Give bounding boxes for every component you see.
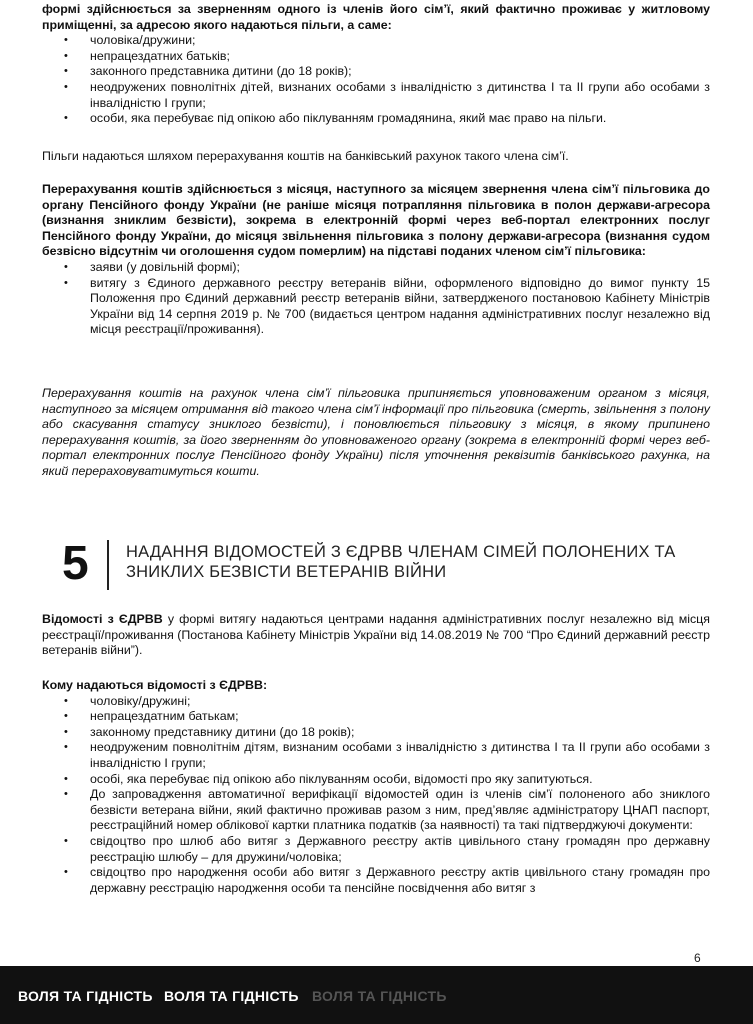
list-item: • неодруженим повнолітнім дітям, визнаним особами з інвалідністю з дитинства I та II групи або особами з інвалідністю I групи; <box>42 740 710 771</box>
recipients-list <box>42 694 710 897</box>
list-item: • заяви (у довільній формі); <box>42 260 710 276</box>
benefits-note <box>42 149 710 165</box>
list-item: • свідоцтво про народження особи або витяг з Державного реєстру актів цивільного стану громадян про державну реєстрацію народження особи та пенсійне посвідчення або витяг з <box>42 865 710 896</box>
footer-brand-text-faded: ВОЛЯ ТА ГІДНІСТЬ <box>312 988 447 1004</box>
list-item: • неодружених повнолітніх дітей, визнаних особами з інвалідністю з дитинства I та II групи або особами з інвалідністю I групи; <box>42 80 710 111</box>
transfer-intro: Перерахування коштів здійснюється з місяця, наступного за місяцем звернення члена сім’ї пільговика до органу Пенсійного фонду України (не раніше місяця потрапляння пільговика в полон держави-агресора (визнання зниклим безвісти), зокрема в електронній формі через веб-портал електронних послуг Пенсійного фонду України, до місяця звільнення пільговика з полону держави-агресора (визнання судом безвісно відсутнім чи оголошення судом померлим) на підставі поданих членом сім’ї пільговика: <box>42 182 710 259</box>
list-item: • непрацездатних батьків; <box>42 49 710 65</box>
eligible-list <box>42 33 710 127</box>
list-item: • особи, яка перебуває під опікою або піклуванням громадянина, який має право на пільги. <box>42 111 710 127</box>
termination-block <box>42 386 710 480</box>
list-item: • особі, яка перебуває під опікою або піклуванням особи, відомості про яку запитуються. <box>42 772 710 788</box>
list-item: • До запровадження автоматичної верифікації відомостей один із членів сім’ї полоненого або зниклого безвісти ветерана війни, який фактично проживав разом з ним, пред’являє адміністратору ЦНАП паспорт, реєстраційний номер облікової картки платника податків (за наявності) та такі підтверджуючі документи: <box>42 787 710 834</box>
section-title: НАДАННЯ ВІДОМОСТЕЙ З ЄДРВВ ЧЛЕНАМ СІМЕЙ ПОЛОНЕНИХ ТА ЗНИКЛИХ БЕЗВІСТИ ВЕТЕРАНІВ ВІЙНИ <box>126 543 676 581</box>
edrvv-lead: Відомості з ЄДРВВ <box>42 612 163 626</box>
section-number: 5 <box>62 537 89 590</box>
footer-brand-text: ВОЛЯ ТА ГІДНІСТЬ <box>18 988 153 1004</box>
page-number: 6 <box>694 951 701 965</box>
eligible-intro: формі здійснюється за зверненням одного із членів його сім’ї, який фактично проживає у житловому приміщенні, за адресою якого надаються пільги, а саме: <box>42 2 710 32</box>
list-item: • чоловіка/дружини; <box>42 33 710 49</box>
recipients-heading: Кому надаються відомості з ЄДРВВ: <box>42 678 268 692</box>
list-item: • витягу з Єдиного державного реєстру ветеранів війни, оформленого відповідно до вимог пункту 15 Положення про Єдиний державний реєстр ветеранів війни, затвердженого постановою Кабінету Міністрів України від 14 серпня 2019 р. № 700 (видається центром надання адміністративних послуг незалежно від місця реєстрації/проживання). <box>42 276 710 338</box>
edrvv-info-block <box>42 612 710 659</box>
eligible-members-block <box>42 2 710 127</box>
section-heading <box>62 536 722 592</box>
benefits-note-text: Пільги надаються шляхом перерахування коштів на банківський рахунок такого члена сім’ї. <box>42 149 569 163</box>
edrvv-lead-rest: у формі витягу надаються центрами надання адміністративних послуг незалежно від місця реєстрації/проживання (Постанова Кабінету Міністрів України від 14.08.2019 № 700 “Про Єдиний державний реєстр ветеранів війни”). <box>42 612 710 658</box>
footer-band <box>0 966 753 1024</box>
list-item: • законного представника дитини (до 18 років); <box>42 64 710 80</box>
list-item: • свідоцтво про шлюб або витяг з Державного реєстру актів цивільного стану громадян про державну реєстрацію шлюбу – для дружини/чоловіка; <box>42 834 710 865</box>
list-item: • непрацездатним батькам; <box>42 709 710 725</box>
transfer-list <box>42 260 710 338</box>
list-item: • законному представнику дитини (до 18 років); <box>42 725 710 741</box>
footer-brand-text: ВОЛЯ ТА ГІДНІСТЬ <box>164 988 299 1004</box>
list-item: • чоловіку/дружині; <box>42 694 710 710</box>
recipients-block <box>42 678 710 896</box>
section-divider <box>107 540 109 590</box>
edrvv-info-paragraph <box>42 612 710 659</box>
transfer-block <box>42 182 710 338</box>
termination-text: Перерахування коштів на рахунок члена сім’ї пільговика припиняється уповноваженим органом з місяця, наступного за місяцем отримання від такого члена сім’ї інформації про пільговика (смерть, звільнення з полону або скасування статусу зниклого безвісти), і поновлюється пільговику з місяця, в якому припинено перерахування коштів, за його зверненням до уповноваженого органу (зокрема в електронній формі через веб-портал електронних послуг Пенсійного фонду України) після уточнення реквізитів банківського рахунка, на який перераховуватимуться кошти. <box>42 386 710 478</box>
